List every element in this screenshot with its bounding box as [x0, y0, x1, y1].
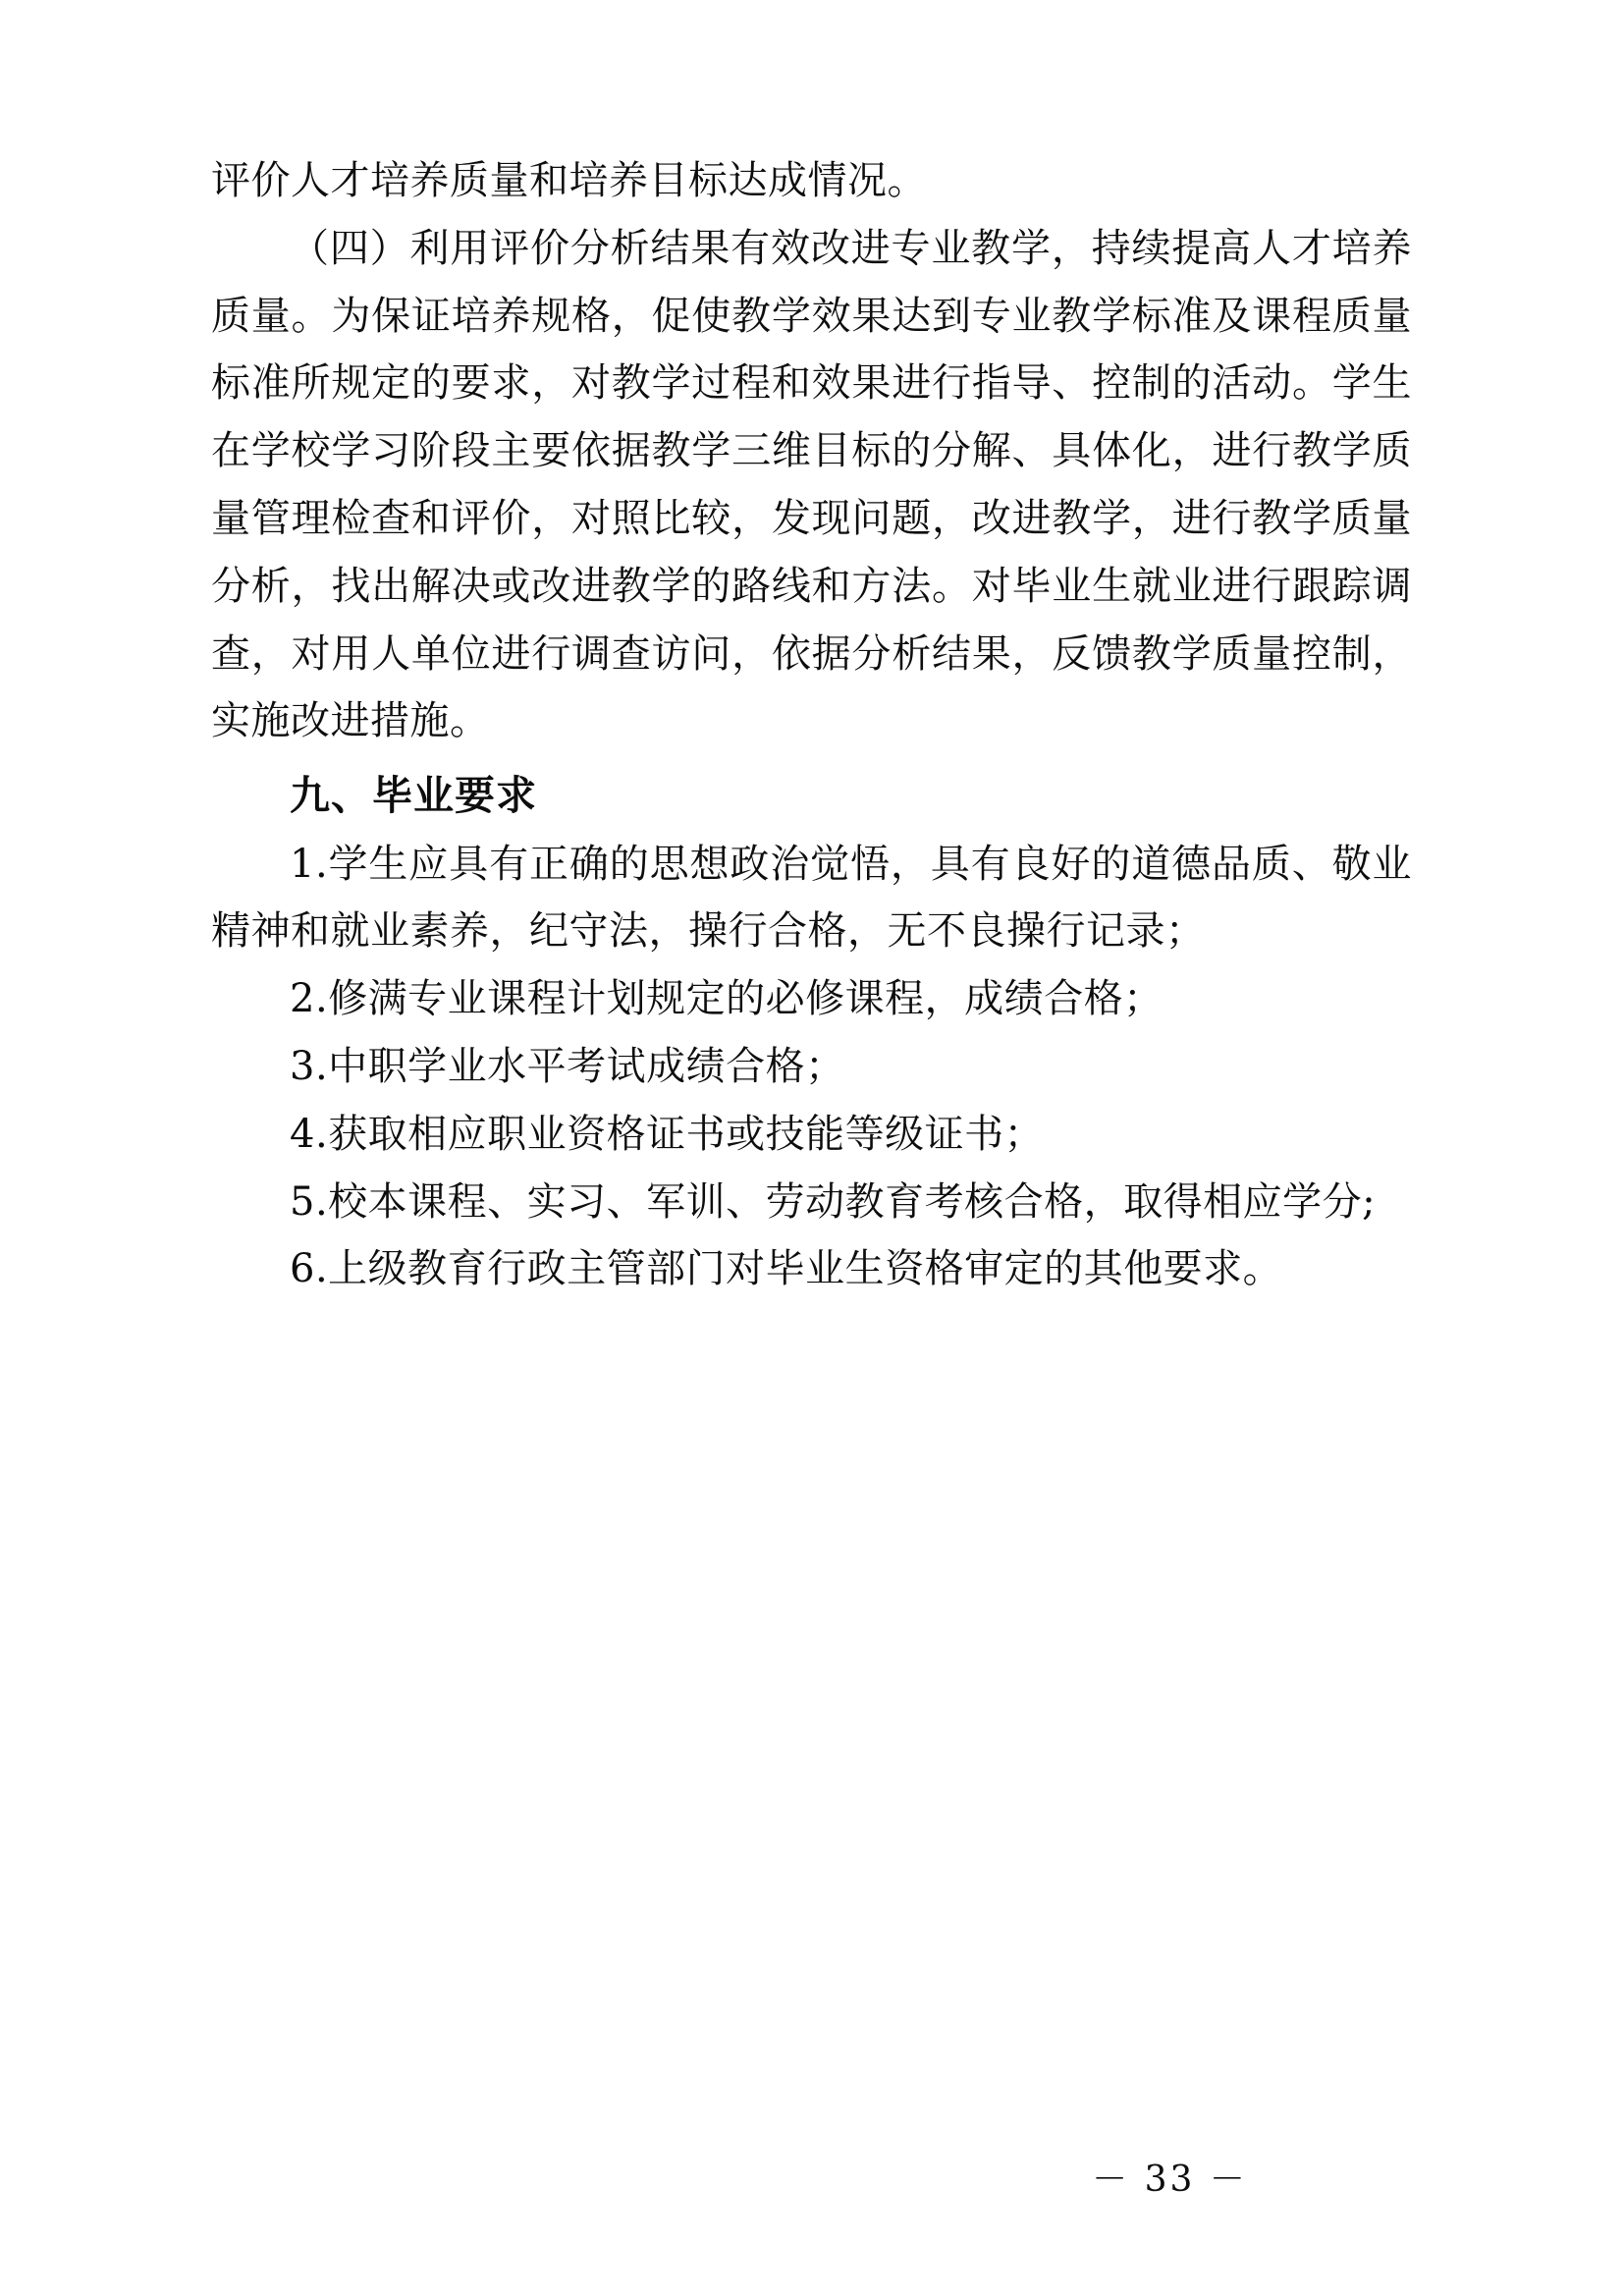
- list-item: 1.学生应具有正确的思想政治觉悟，具有良好的道德品质、敬业精神和就业素养，纪守法，操行合格，无不良操行记录；: [211, 841, 1412, 955]
- section-heading-graduation-requirements: 九、毕业要求: [290, 772, 537, 820]
- continued-paragraph: 评价人才培养质量和培养目标达成情况。: [211, 158, 927, 203]
- list-item: 3.中职学业水平考试成绩合格；: [290, 1044, 845, 1090]
- list-item: 6.上级教育行政主管部门对毕业生资格审定的其他要求。: [290, 1246, 1283, 1292]
- list-item: 5.校本课程、实习、军训、劳动教育考核合格，取得相应学分;: [290, 1178, 1377, 1225]
- list-item: 2.修满专业课程计划规定的必修课程，成绩合格；: [290, 976, 1163, 1022]
- list-item: 4.获取相应职业资格证书或技能等级证书；: [290, 1111, 1045, 1157]
- page-number: － 33 －: [1092, 2159, 1248, 2200]
- page-footer: [0, 2152, 1623, 2202]
- paragraph-four: （四）利用评价分析结果有效改进专业教学，持续提高人才培养质量。为保证培养规格，促使教学效果达到专业教学标准及课程质量标准所规定的要求，对教学过程和效果进行指导、控制的活动。学生在学校学习阶段主要依据教学三维目标的分解、具体化，进行教学质量管理检查和评价，对照比较，发现问题，改进教学，进行教学质量分析，找出解决或改进教学的路线和方法。对毕业生就业进行跟踪调查，对用人单位进行调查访问，依据分析结果，反馈教学质量控制，实施改进措施。: [211, 225, 1412, 744]
